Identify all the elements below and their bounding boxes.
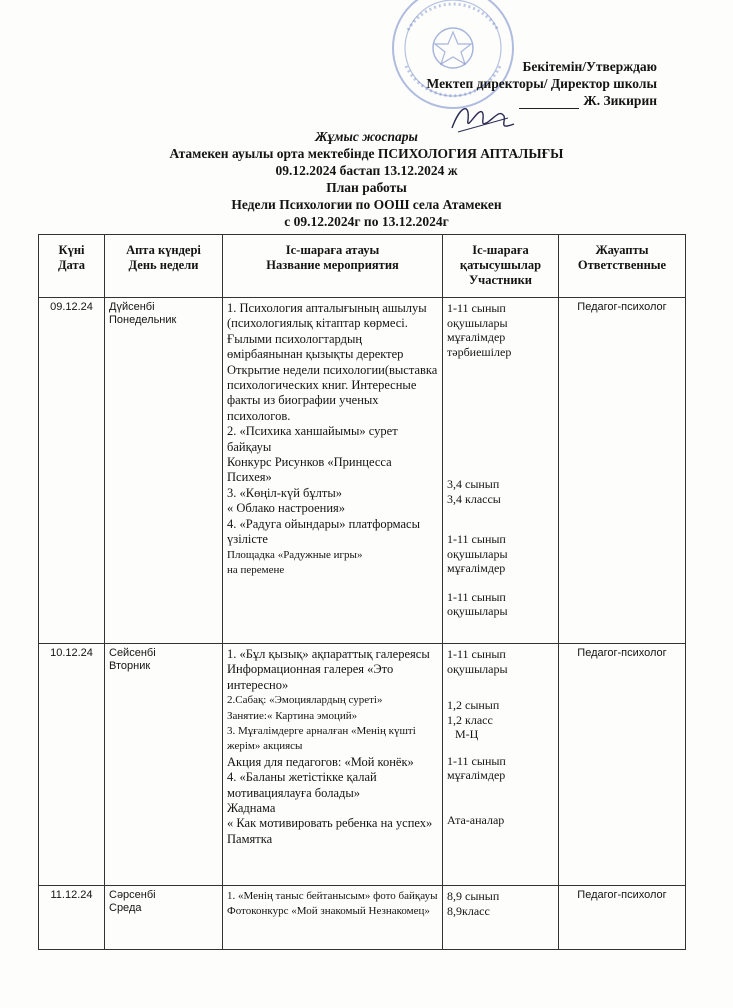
title-line-4: План работы [326, 180, 407, 195]
row-participants: 1-11 сынып оқушылары 1,2 сынып 1,2 класс М-Ц 1-11 сынып мұғалімдер Ата-аналар [443, 644, 559, 886]
header-responsible: Жауапты Ответственные [559, 235, 686, 298]
table-row [39, 644, 686, 886]
row-participants: 8,9 сынып 8,9класс [443, 886, 559, 950]
row-responsible: Педагог-психолог [559, 644, 686, 886]
row-day: Дүйсенбі Понедельник [105, 298, 223, 644]
row-participants: 1-11 сынып оқушылары мұғалімдер тәрбиешілер 3,4 сынып 3,4 классы 1-11 сынып оқушылары мұғалімдер 1-11 сынып оқушылары [443, 298, 559, 644]
header-day: Апта күндері День недели [105, 235, 223, 298]
approval-director-name: Ж. Зикирин [583, 93, 657, 108]
title-line-6: с 09.12.2024г по 13.12.2024г [284, 214, 449, 229]
plan-table [38, 234, 686, 950]
row-responsible: Педагог-психолог [559, 298, 686, 644]
row-day: Сәрсенбі Среда [105, 886, 223, 950]
table-row [39, 298, 686, 644]
row-date: 09.12.24 [39, 298, 105, 644]
title-line-1: Жұмыс жоспары [315, 129, 418, 144]
title-line-2: Атамекен ауылы орта мектебінде ПСИХОЛОГИЯ АПТАЛЫҒЫ [169, 146, 564, 161]
signature-underline [519, 95, 579, 109]
approval-block [427, 58, 658, 109]
row-events: 1. «Бұл қызық» ақпараттық галереясы Информационная галерея «Это интересно» 2.Сабақ: «Эмоциялардың суреті» Занятие:« Картина эмоций» 3. Мұғалімдерге арналған «Менің күшті жерім» акциясы Акция для педагогов: «Мой конёк» 4. «Баланы жетістікке қалай мотивациялауға болады» Жаднама « Как мотивировать ребенка на успех» Памятка [223, 644, 443, 886]
table-header-row [39, 235, 686, 298]
title-line-5: Недели Психологии по ООШ села Атамекен [231, 197, 502, 212]
row-day: Сейсенбі Вторник [105, 644, 223, 886]
row-events: 1. Психология апталығының ашылуы (психологиялық кітаптар көрмесі. Ғылыми психологтардың өмірбаянынан қызықты деректер Открытие недели психологии(выставка психологических книг. Интересные факты из биографии ученых психологов. 2. «Психика ханшайымы» сурет байқауы Конкурс Рисунков «Принцесса Психея» 3. «Көңіл-күй бұлты» « Облако настроения» 4. «Радуга ойындары» платформасы үзілісте Площадка «Радужные игры» на перемене [223, 298, 443, 644]
row-date: 10.12.24 [39, 644, 105, 886]
title-line-3: 09.12.2024 бастап 13.12.2024 ж [275, 163, 458, 178]
approval-line-1: Бекітемін/Утверждаю [522, 59, 657, 74]
header-date: Күні Дата [39, 235, 105, 298]
row-responsible: Педагог-психолог [559, 886, 686, 950]
document-title [0, 128, 733, 230]
table-row [39, 886, 686, 950]
row-events: 1. «Менің таныс бейтанысым» фото байқауы Фотоконкурс «Мой знакомый Незнакомец» [223, 886, 443, 950]
header-participants: Іс-шараға қатысушылар Участники [443, 235, 559, 298]
approval-line-2: Мектеп директоры/ Директор школы [426, 76, 657, 91]
row-date: 11.12.24 [39, 886, 105, 950]
header-event: Іс-шараға атауы Название мероприятия [223, 235, 443, 298]
